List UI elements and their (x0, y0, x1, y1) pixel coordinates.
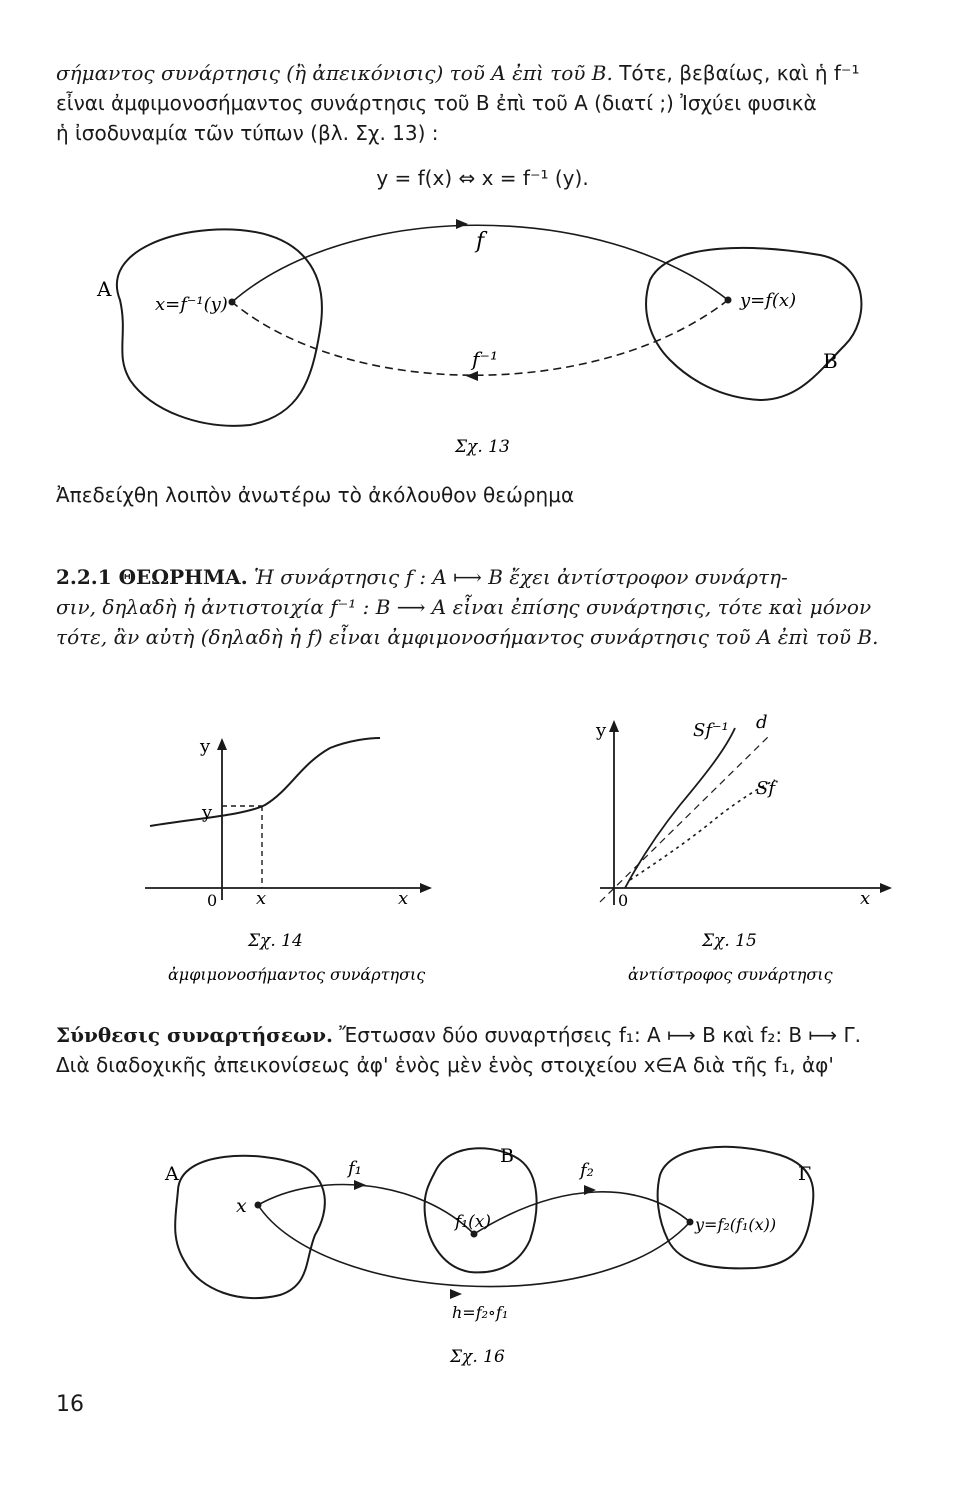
fig16-label-point-f1x: f₁(x) (455, 1212, 491, 1232)
fig16-arrow-f1-curve (258, 1185, 474, 1234)
intro-line-1 (56, 58, 916, 88)
theorem-line-2: σιν, δηλαδὴ ἡ ἀντιστοιχία f⁻¹ : B ⟶ A εἶναι ἐπίσης συνάρτησις, τότε καὶ μόνον (56, 595, 872, 619)
label-arrow-finv: f⁻¹ (472, 347, 498, 371)
label-set-a: A (97, 277, 112, 301)
theorem-line-1-text: Ἡ συνάρτησις f : A ⟼ B ἔχει ἀντίστροφον συνάρτη- (247, 565, 788, 589)
caption-fig-15: Σχ. 15 (702, 931, 757, 951)
fig15-axis-x-label: x (860, 888, 871, 909)
label-arrow-f: f (476, 229, 485, 254)
theorem-line-1 (56, 562, 916, 592)
theorem-number: 2.2.1 ΘΕΩΡΗΜΑ. (56, 565, 248, 589)
fig14-tick-x-label: x (256, 888, 267, 909)
label-right-point: y=f(x) (740, 290, 797, 311)
set-b-blob (646, 248, 861, 400)
figure-15 (0, 712, 965, 990)
fig15-curve-finv (625, 728, 735, 888)
caption-fig-16: Σχ. 16 (450, 1347, 505, 1367)
fig16-label-arrow-f2: f₂ (580, 1160, 594, 1181)
fig15-origin-label: 0 (618, 891, 629, 910)
fig16-label-g: Γ (798, 1163, 812, 1185)
fig16-arrow-f1-head (354, 1180, 366, 1190)
fig16-label-b: B (500, 1145, 514, 1167)
fig15-label-sf: Sf (756, 778, 775, 799)
fig14-origin-label: 0 (207, 891, 218, 910)
intro-line-1-italic: σήμαντος συνάρτησις (ἢ ἀπεικόνισις) τοῦ Α ἐπὶ τοῦ Β. (56, 61, 613, 85)
figure-13 (0, 200, 965, 470)
fig14-axis-y-label: y (200, 736, 211, 757)
composition-line-1-rest: Ἔστωσαν δύο συναρτήσεις f₁: A ⟼ B καὶ f₂: B ⟼ Γ. (332, 1023, 862, 1047)
point-x (229, 299, 236, 306)
fig16-arrow-h-head (450, 1289, 462, 1299)
fig14-tick-y-label: y (202, 802, 213, 823)
intro-line-2: εἶναι ἀμφιμονοσήμαντος συνάρτησις τοῦ Β ἐπὶ τοῦ Α (διατί ;) Ἰσχύει φυσικὰ (56, 91, 817, 115)
intro-line-1-rest: Τότε, βεβαίως, καὶ ἡ f⁻¹ (612, 61, 860, 85)
set-a-blob (117, 229, 322, 425)
intro-line-3: ἡ ἰσοδυναμία τῶν τύπων (βλ. Σχ. 13) : (56, 121, 439, 145)
fig16-point-y (687, 1219, 694, 1226)
fig16-label-point-y: y=f₂(f₁(x)) (695, 1215, 777, 1234)
caption-fig-13: Σχ. 13 (455, 437, 510, 457)
arrow-f-head (456, 219, 468, 229)
caption-fig-14: Σχ. 14 (248, 931, 303, 951)
composition-line-1 (56, 1020, 916, 1050)
fig16-arrow-f2-head (584, 1185, 596, 1195)
fig15-y-arrow (609, 720, 619, 732)
fig15-label-d: d (756, 712, 768, 733)
subcaption-fig-15: ἀντίστροφος συνάρτησις (628, 965, 833, 984)
label-left-point: x=f⁻¹(y) (155, 294, 228, 315)
composition-heading: Σύνθεσις συναρτήσεων. (56, 1023, 333, 1047)
fig15-curve-f (630, 780, 775, 880)
composition-line-2: Διὰ διαδοχικῆς ἀπεικονίσεως ἀφ' ἑνὸς μὲν ἑνὸς στοιχείου x∈A διὰ τῆς f₁, ἀφ' (56, 1053, 834, 1077)
figure-16 (0, 1135, 965, 1380)
fig15-diagonal (600, 735, 770, 902)
fig16-label-point-x: x (236, 1195, 247, 1217)
label-set-b: B (823, 349, 838, 373)
fig15-label-sf1: Sf⁻¹ (693, 720, 729, 741)
page-number: 16 (56, 1392, 84, 1417)
fig16-point-x (255, 1202, 262, 1209)
fig15-x-arrow (880, 883, 892, 893)
fig15-axis-y-label: y (596, 720, 607, 741)
inverse-equation: y = f(x) ⇔ x = f⁻¹ (y). (376, 166, 589, 190)
proved-line: Ἀπεδείχθη λοιπὸν ἀνωτέρω τὸ ἀκόλουθον θεώρημα (56, 483, 575, 507)
point-y (725, 297, 732, 304)
theorem-line-3: τότε, ἂν αὐτὴ (δηλαδὴ ἡ f) εἶναι ἀμφιμονοσήμαντος συνάρτησις τοῦ A ἐπὶ τοῦ B. (56, 625, 879, 649)
fig16-label-a: A (165, 1163, 179, 1185)
fig16-set-a-blob (175, 1156, 325, 1298)
fig16-label-arrow-h: h=f₂∘f₁ (452, 1303, 509, 1322)
subcaption-fig-14: ἀμφιμονοσήμαντος συνάρτησις (168, 965, 426, 984)
fig14-axis-x-label: x (398, 888, 409, 909)
fig16-label-arrow-f1: f₁ (348, 1158, 362, 1179)
arrow-finv-head (466, 371, 478, 381)
fig16-set-g-blob (658, 1147, 814, 1269)
